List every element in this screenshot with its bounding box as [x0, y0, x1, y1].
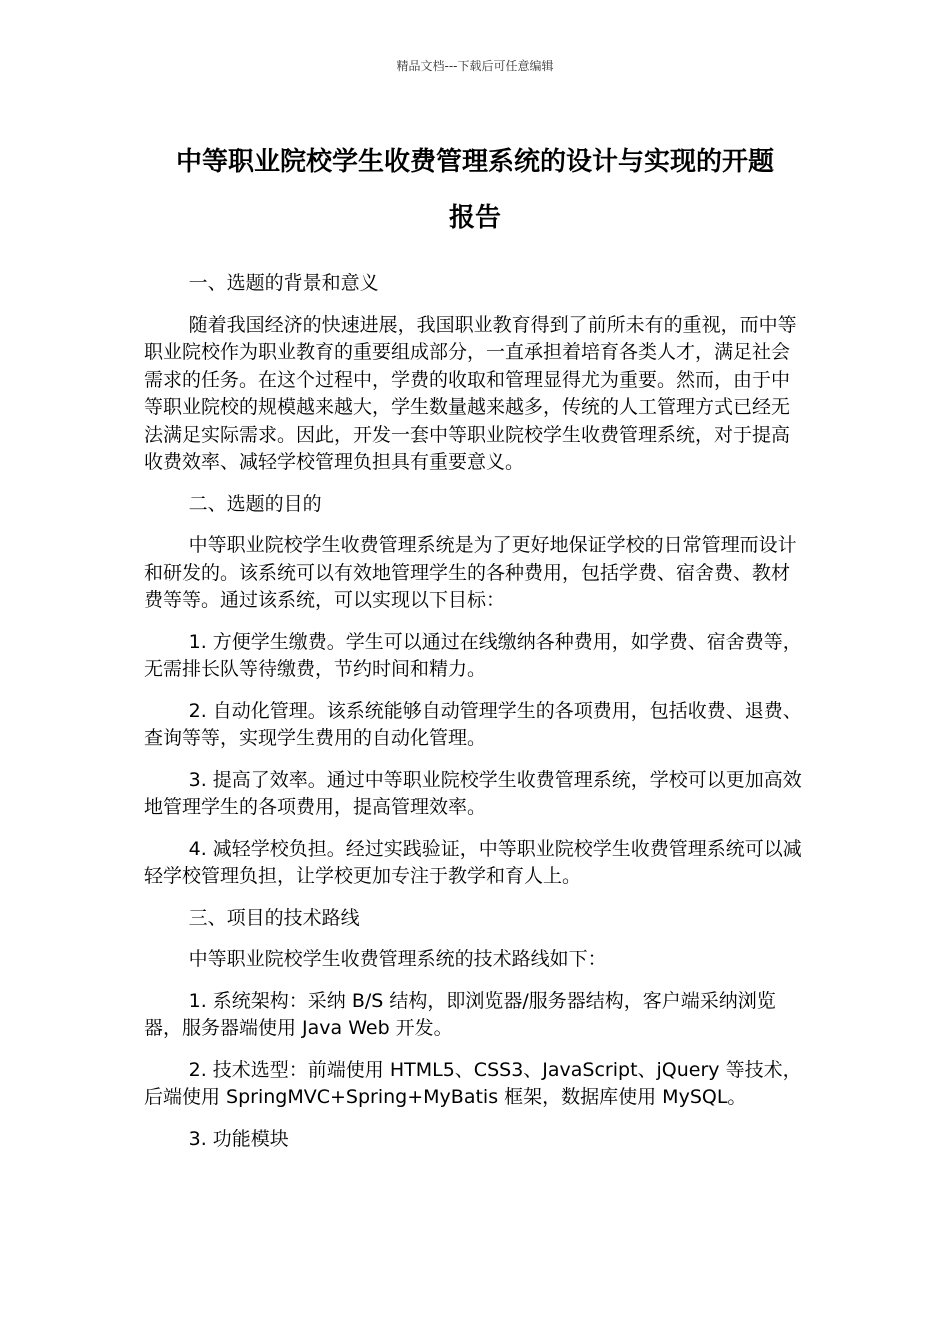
list-item-tech-1: 1. 系统架构：采纳 B/S 结构，即浏览器/服务器结构，客户端采纳浏览器，服务器端使用 Java Web 开发。 [144, 989, 776, 1039]
paragraph-background: 随着我国经济的快速进展，我国职业教育得到了前所未有的重视，而中等职业院校作为职业教育的重要组成部分，一直承担着培育各类人才，满足社会需求的任务。在这个过程中，学费的收取和管理显得尤为重要。然而，由于中等职业院校的规模越来越大，学生数量越来越多，传统的人工管理方式已经无法满足实际需求。因此，开发一套中等职业院校学生收费管理系统，对于提高收费效率、减轻学校管理负担具有重要意义。 [144, 313, 797, 473]
paragraph-purpose: 中等职业院校学生收费管理系统是为了更好地保证学校的日常管理而设计和研发的。该系统可以有效地管理学生的各种费用，包括学费、宿舍费、教材费等等。通过该系统，可以实现以下目标： [144, 534, 797, 611]
section-heading-purpose: 二、选题的目的 [188, 492, 322, 515]
list-item-tech-3: 3. 功能模块 [188, 1127, 289, 1150]
paragraph-tech-route-intro: 中等职业院校学生收费管理系统的技术路线如下： [188, 948, 607, 970]
title-line-1: 中等职业院校学生收费管理系统的设计与实现的开题 [175, 147, 774, 177]
list-item-tech-2: 2. 技术选型：前端使用 HTML5、CSS3、JavaScript、jQuery 等技术，后端使用 SpringMVC+Spring+MyBatis 框架，数据库使用 MySQL。 [144, 1058, 802, 1108]
document-body [144, 270, 808, 1167]
document-title [140, 134, 810, 246]
section-heading-background: 一、选题的背景和意义 [188, 272, 379, 294]
title-line-2: 报告 [448, 203, 501, 233]
list-item-goal-3: 3. 提高了效率。通过中等职业院校学生收费管理系统，学校可以更加高效地管理学生的各项费用，提高管理效率。 [144, 768, 802, 818]
list-item-goal-1: 1. 方便学生缴费。学生可以通过在线缴纳各种费用，如学费、宿舍费等，无需排长队等待缴费，节约时间和精力。 [144, 630, 802, 680]
list-item-goal-2: 2. 自动化管理。该系统能够自动管理学生的各项费用，包括收费、退费、查询等等，实现学生费用的自动化管理。 [144, 699, 802, 749]
page-header: 精品文档---下载后可任意编辑 [396, 59, 554, 73]
list-item-goal-4: 4. 减轻学校负担。经过实践验证，中等职业院校学生收费管理系统可以减轻学校管理负担，让学校更加专注于教学和育人上。 [144, 837, 802, 887]
section-heading-tech-route: 三、项目的技术路线 [188, 906, 360, 929]
